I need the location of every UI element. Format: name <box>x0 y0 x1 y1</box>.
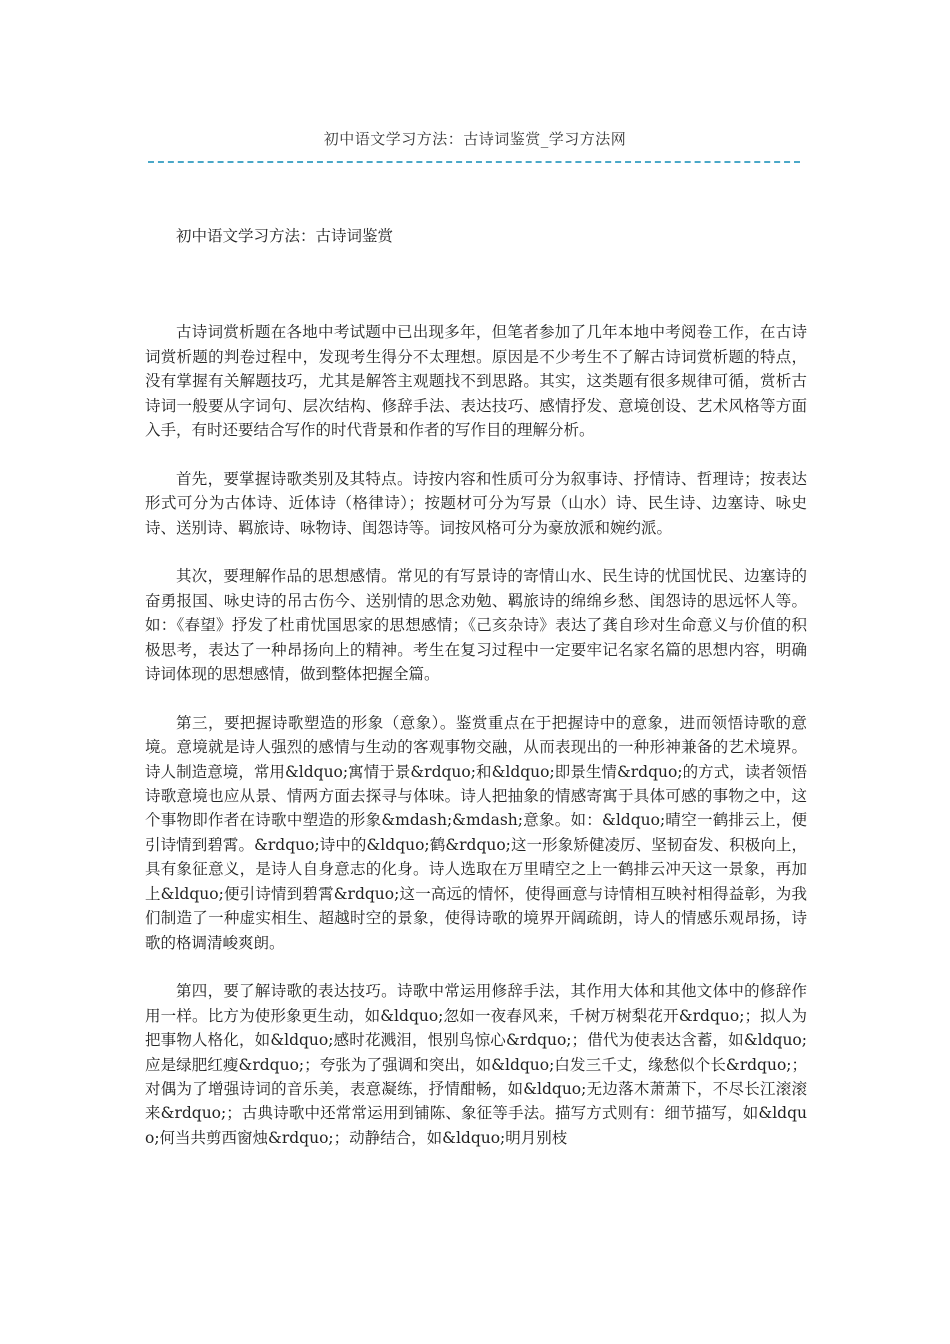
paragraph-third: 第三，要把握诗歌塑造的形象（意象）。鉴赏重点在于把握诗中的意象，进而领悟诗歌的意境。意境就是诗人强烈的感情与生动的客观事物交融，从而表现出的一种形神兼备的艺术境界。诗人制造意境，常用&ldquo;寓情于景&rdquo;和&ldquo;即景生情&rdquo;的方式，读者领悟诗歌意境也应从景、情两方面去探寻与体味。诗人把抽象的情感寄寓于具体可感的事物之中，这个事物即作者在诗歌中塑造的形象&mdash;&mdash;意象。如：&ldquo;晴空一鹤排云上，便引诗情到碧霄。&rdquo;诗中的&ldquo;鹤&rdquo;这一形象矫健凌厉、坚韧奋发、积极向上，具有象征意义，是诗人自身意志的化身。诗人选取在万里晴空之上一鹤排云冲天这一景象，再加上&ldquo;便引诗情到碧霄&rdquo;这一高远的情怀，使得画意与诗情相互映衬相得益彰，为我们制造了一种虚实相生、超越时空的景象，使得诗歌的境界开阔疏朗，诗人的情感乐观昂扬，诗歌的格调清峻爽朗。 <box>145 713 807 952</box>
article-subheading: 初中语文学习方法：古诗词鉴赏 <box>176 227 394 245</box>
paragraph-fourth: 第四，要了解诗歌的表达技巧。诗歌中常运用修辞手法，其作用大体和其他文体中的修辞作用一样。比方为使形象更生动，如&ldquo;忽如一夜春风来，千树万树梨花开&rdquo;；拟人为把事物人格化，如&ldquo;感时花溅泪，恨别鸟惊心&rdquo;；借代为使表达含蓄，如&ldquo;应是绿肥红瘦&rdquo;；夸张为了强调和突出，如&ldquo;白发三千丈，缘愁似个长&rdquo;；对偶为了增强诗词的音乐美，表意凝练，抒情酣畅，如&ldquo;无边落木萧萧下，不尽长江滚滚来&rdquo;；古典诗歌中还常常运用到铺陈、象征等手法。描写方式则有：细节描写，如&ldquo;何当共剪西窗烛&rdquo;；动静结合，如&ldquo;明月别枝 <box>145 982 807 1147</box>
title-divider <box>148 161 800 163</box>
page-title: 初中语文学习方法：古诗词鉴赏_学习方法网 <box>323 130 627 148</box>
paragraph-intro: 古诗词赏析题在各地中考试题中已出现多年，但笔者参加了几年本地中考阅卷工作，在古诗词赏析题的判卷过程中，发现考生得分不太理想。原因是不少考生不了解古诗词赏析题的特点，没有掌握有关解题技巧，尤其是解答主观题找不到思路。其实，这类题有很多规律可循，赏析古诗词一般要从字词句、层次结构、修辞手法、表达技巧、感情抒发、意境创设、艺术风格等方面入手，有时还要结合写作的时代背景和作者的写作目的理解分析。 <box>145 323 807 440</box>
paragraph-second: 其次，要理解作品的思想感情。常见的有写景诗的寄情山水、民生诗的忧国忧民、边塞诗的奋勇报国、咏史诗的吊古伤今、送别情的思念劝勉、羁旅诗的绵绵乡愁、闺怨诗的思远怀人等。如：《春望》抒发了杜甫忧国思家的思想感情；《己亥杂诗》表达了龚自珍对生命意义与价值的积极思考，表达了一种昂扬向上的精神。考生在复习过程中一定要牢记名家名篇的思想内容，明确诗词体现的思想感情，做到整体把握全篇。 <box>145 567 807 684</box>
paragraph-first: 首先，要掌握诗歌类别及其特点。诗按内容和性质可分为叙事诗、抒情诗、哲理诗；按表达形式可分为古体诗、近体诗（格律诗）；按题材可分为写景（山水）诗、民生诗、边塞诗、咏史诗、送别诗、羁旅诗、咏物诗、闺怨诗等。词按风格可分为豪放派和婉约派。 <box>145 469 807 537</box>
article-body <box>145 224 807 1175</box>
